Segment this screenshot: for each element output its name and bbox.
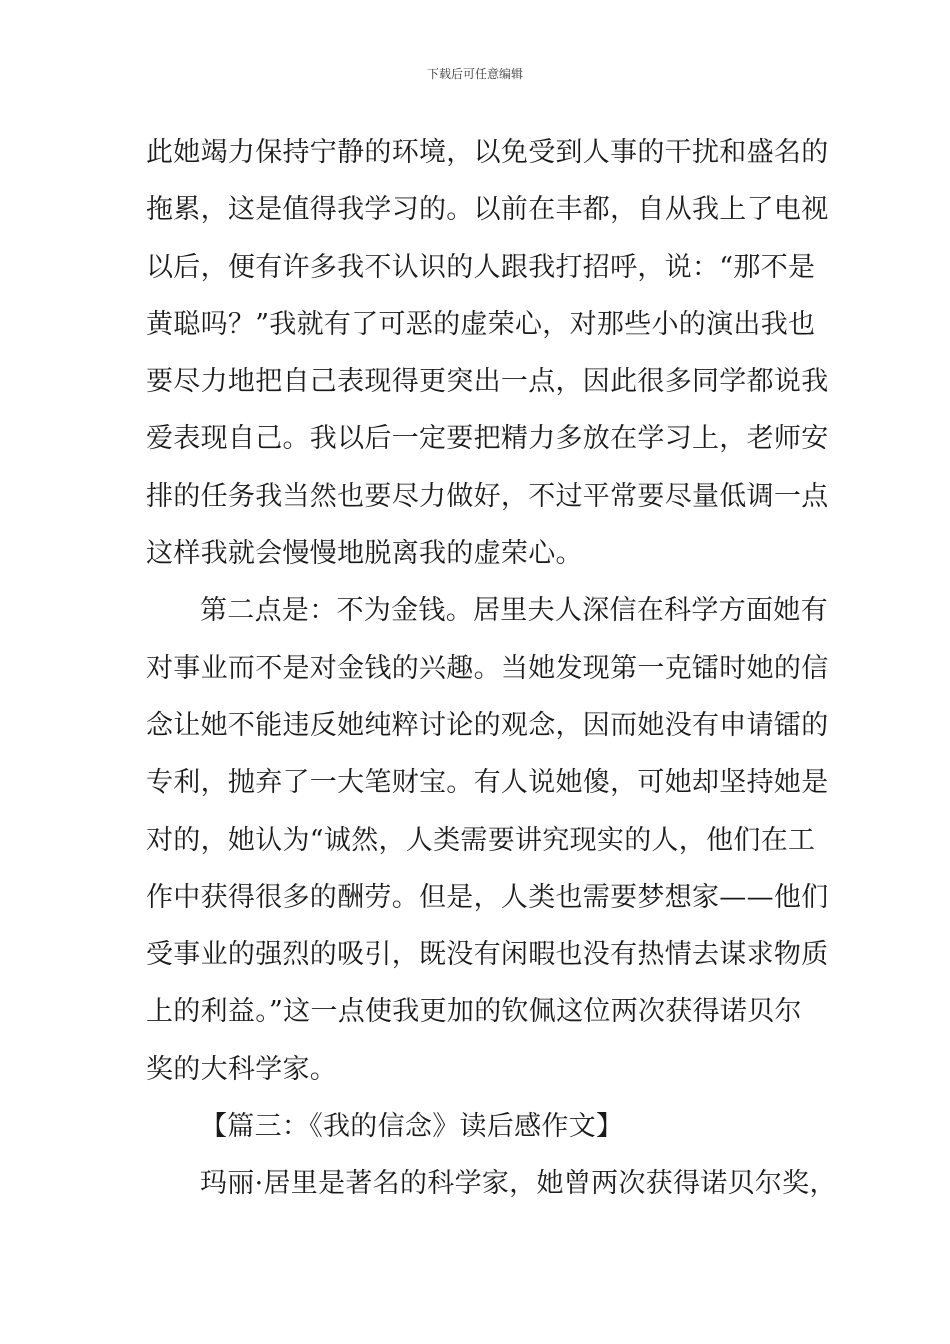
paragraph-start-line: 第二点是：不为金钱。居里夫人深信在科学方面她有 [200,595,828,627]
text-line: 这样我就会慢慢地脱离我的虚荣心。 [146,538,583,570]
text-line: 奖的大科学家。 [146,1053,338,1085]
text-line: 念让她不能违反她纯粹讨论的观念，因而她没有申请镭的 [146,709,829,741]
text-line: 专利，抛弃了一大笔财宝。有人说她傻，可她却坚持她是 [146,767,829,799]
text-line: 以后，便有许多我不认识的人跟我打招呼，说：“那不是 [146,251,816,283]
text-line: 排的任务我当然也要尽力做好，不过平常要尽量低调一点 [146,480,829,512]
text-line: 要尽力地把自己表现得更突出一点，因此很多同学都说我 [146,366,829,398]
section-heading: 【篇三：《我的信念》读后感作文】 [200,1111,624,1143]
text-line: 对的，她认为“诚然，人类需要讲究现实的人，他们在工 [146,824,816,856]
text-line: 爱表现自己。我以后一定要把精力多放在学习上，老师安 [146,423,829,455]
text-line: 受事业的强烈的吸引，既没有闲暇也没有热情去谋求物质 [146,939,829,971]
text-line: 对事业而不是对金钱的兴趣。当她发现第一克镭时她的信 [146,652,829,684]
document-body [146,124,837,1213]
text-line: 上的利益。”这一点使我更加的钦佩这位两次获得诺贝尔 [146,996,802,1028]
text-line: 作中获得很多的酬劳。但是，人类也需要梦想家——他们 [146,881,829,913]
text-line: 此她竭力保持宁静的环境，以免受到人事的干扰和盛名的 [146,137,829,168]
page-header: 下载后可任意编辑 [426,67,523,81]
text-line: 黄聪吗？”我就有了可恶的虚荣心，对那些小的演出我也 [146,308,816,340]
paragraph-start-line: 玛丽·居里是著名的科学家，她曾两次获得诺贝尔奖， [200,1168,837,1200]
text-line: 拖累，这是值得我学习的。以前在丰都，自从我上了电视 [146,194,829,226]
